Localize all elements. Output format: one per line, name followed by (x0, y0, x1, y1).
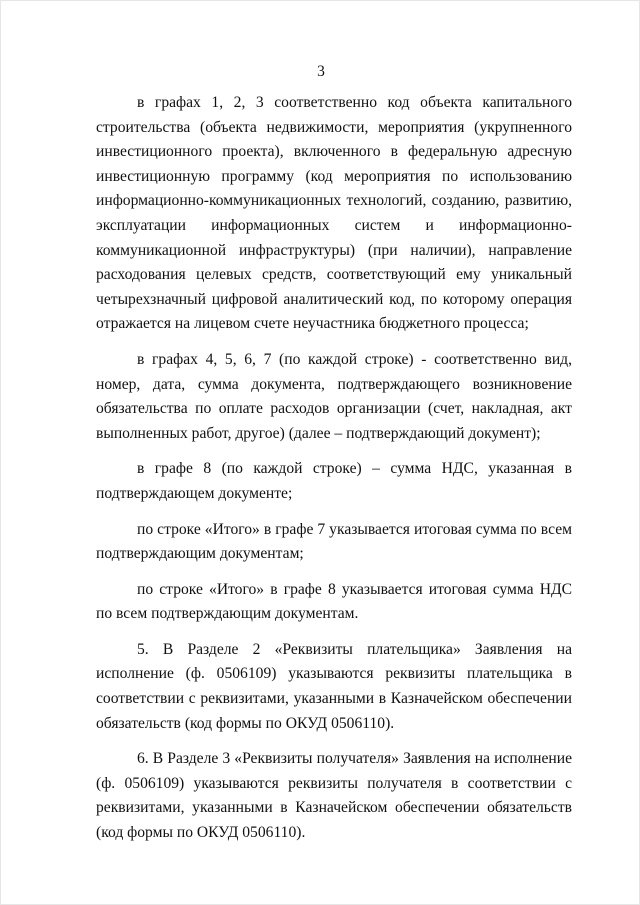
paragraph-total-column-7: по строке «Итого» в графе 7 указывается итоговая сумма по всем подтверждающим документам; (96, 520, 572, 563)
paragraph-section-3-recipient: 6. В Разделе 3 «Реквизиты получателя» Заявления на исполнение (ф. 0506109) указываются реквизиты получателя в соответствии с реквизитами, указанными в Казначейском обеспечении обязательств (код формы по ОКУД 0506110). (96, 750, 572, 842)
paragraph-columns-4-7: в графах 4, 5, 6, 7 (по каждой строке) - соответственно вид, номер, дата, сумма документа, подтверждающего возникновение обязательства по оплате расходов организации (счет, накладная, акт выполненных работ, другое) (далее – подтверждающий документ); (96, 350, 572, 442)
paragraph-section-2-payer: 5. В Разделе 2 «Реквизиты плательщика» Заявления на исполнение (ф. 0506109) указываются реквизиты плательщика в соответствии с реквизитами, указанными в Казначейском обеспечении обязательств (код формы по ОКУД 0506110). (96, 640, 572, 732)
document-body (96, 91, 572, 846)
paragraph-total-column-8: по строке «Итого» в графе 8 указывается итоговая сумма НДС по всем подтверждающим документам. (96, 580, 572, 623)
page-number: 3 (317, 63, 325, 80)
paragraph-column-8: в графе 8 (по каждой строке) – сумма НДС, указанная в подтверждающем документе; (96, 460, 572, 502)
paragraph-columns-1-3: в графах 1, 2, 3 соответственно код объекта капитального строительства (объекта недвижимости, мероприятия (укрупненного инвестиционного проекта), включенного в федеральную адресную инвестиционную программу (код мероприятия по использованию информационно-коммуникационных технологий, созданию, развитию, эксплуатации информационных систем и информационно-коммуникационной инфраструктуры) (при наличии), направление расходования целевых средств, соответствующий ему уникальный четырехзначный цифровой аналитический код, по которому операция отражается на лицевом счете неучастника бюджетного процесса; (96, 94, 572, 333)
